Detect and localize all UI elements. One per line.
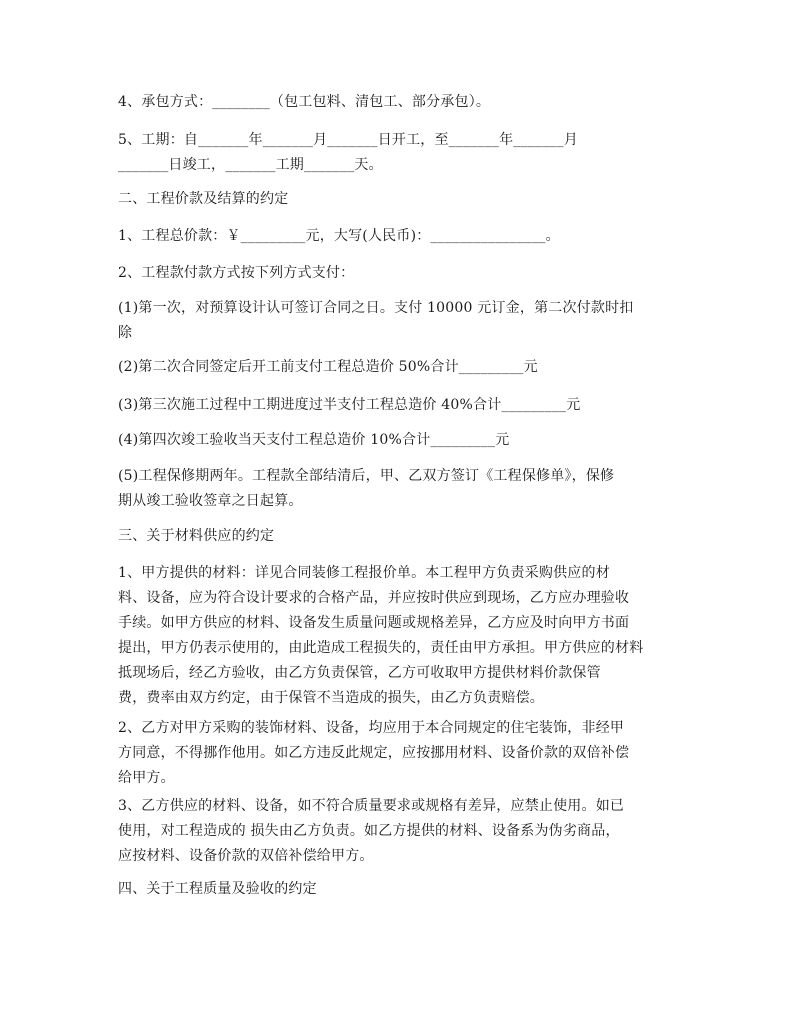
payment-item-3: (3)第三次施工过程中工期进度过半支付工程总造价 40%合计_________元 <box>118 397 581 413</box>
total-price-clause: 1、工程总价款：￥_________元，大写(人民币)：________________。 <box>118 228 560 244</box>
payment-item-5: (5)工程保修期两年。工程款全部结清后，甲、乙双方签订《工程保修单》，保修 期从竣工验收签章之日起算。 <box>118 468 615 509</box>
materials-clause-1: 1、甲方提供的材料：详见合同装修工程报价单。本工程甲方负责采购供应的材 料、设备，应为符合设计要求的合格产品，并应按时供应到现场，乙方应办理验收 手续。如甲方供应的材料、设备发生质量问题或规格差异，乙方应及时向甲方书面 提出，甲方仍表示使用的，由此造成工程损失的，责任由甲方承担。甲方供应的材料 抵现场后，经乙方验收，由乙方负责保管，乙方可收取甲方提供材料价款保管 费，费率由双方约定，由于保管不当造成的损失，由乙方负责赔偿。 <box>118 565 644 706</box>
payment-item-1: (1)第一次，对预算设计认可签订合同之日。支付 10000 元订金，第二次付款时扣 除 <box>118 300 634 341</box>
section-heading-price-settlement: 二、工程价款及结算的约定 <box>118 191 289 207</box>
section-heading-quality: 四、关于工程质量及验收的约定 <box>118 881 317 897</box>
payment-item-4: (4)第四次竣工验收当天支付工程总造价 10%合计_________元 <box>118 432 510 448</box>
payment-item-2: (2)第二次合同签定后开工前支付工程总造价 50%合计_________元 <box>118 359 538 375</box>
payment-method-clause: 2、工程款付款方式按下列方式支付： <box>118 265 355 281</box>
materials-clause-3: 3、乙方供应的材料、设备，如不符合质量要求或规格有差异，应禁止使用。如已 使用，对工程造成的 损失由乙方负责。如乙方提供的材料、设备系为伪劣商品， 应按材料、设备价款的双倍补偿给甲方。 <box>118 798 625 864</box>
materials-clause-2: 2、乙方对甲方采购的装饰材料、设备，均应用于本合同规定的住宅装饰，非经甲 方同意，不得挪作他用。如乙方违反此规定，应按挪用材料、设备价款的双倍补偿 给甲方。 <box>118 720 630 786</box>
contract-type-clause: 4、承包方式：________（包工包料、清包工、部分承包）。 <box>118 94 491 110</box>
section-heading-materials: 三、关于材料供应的约定 <box>118 528 275 544</box>
construction-period-clause: 5、工期：自_______年_______月_______日开工，至_______年_______月 _______日竣工，_______工期_______天。 <box>118 132 578 173</box>
